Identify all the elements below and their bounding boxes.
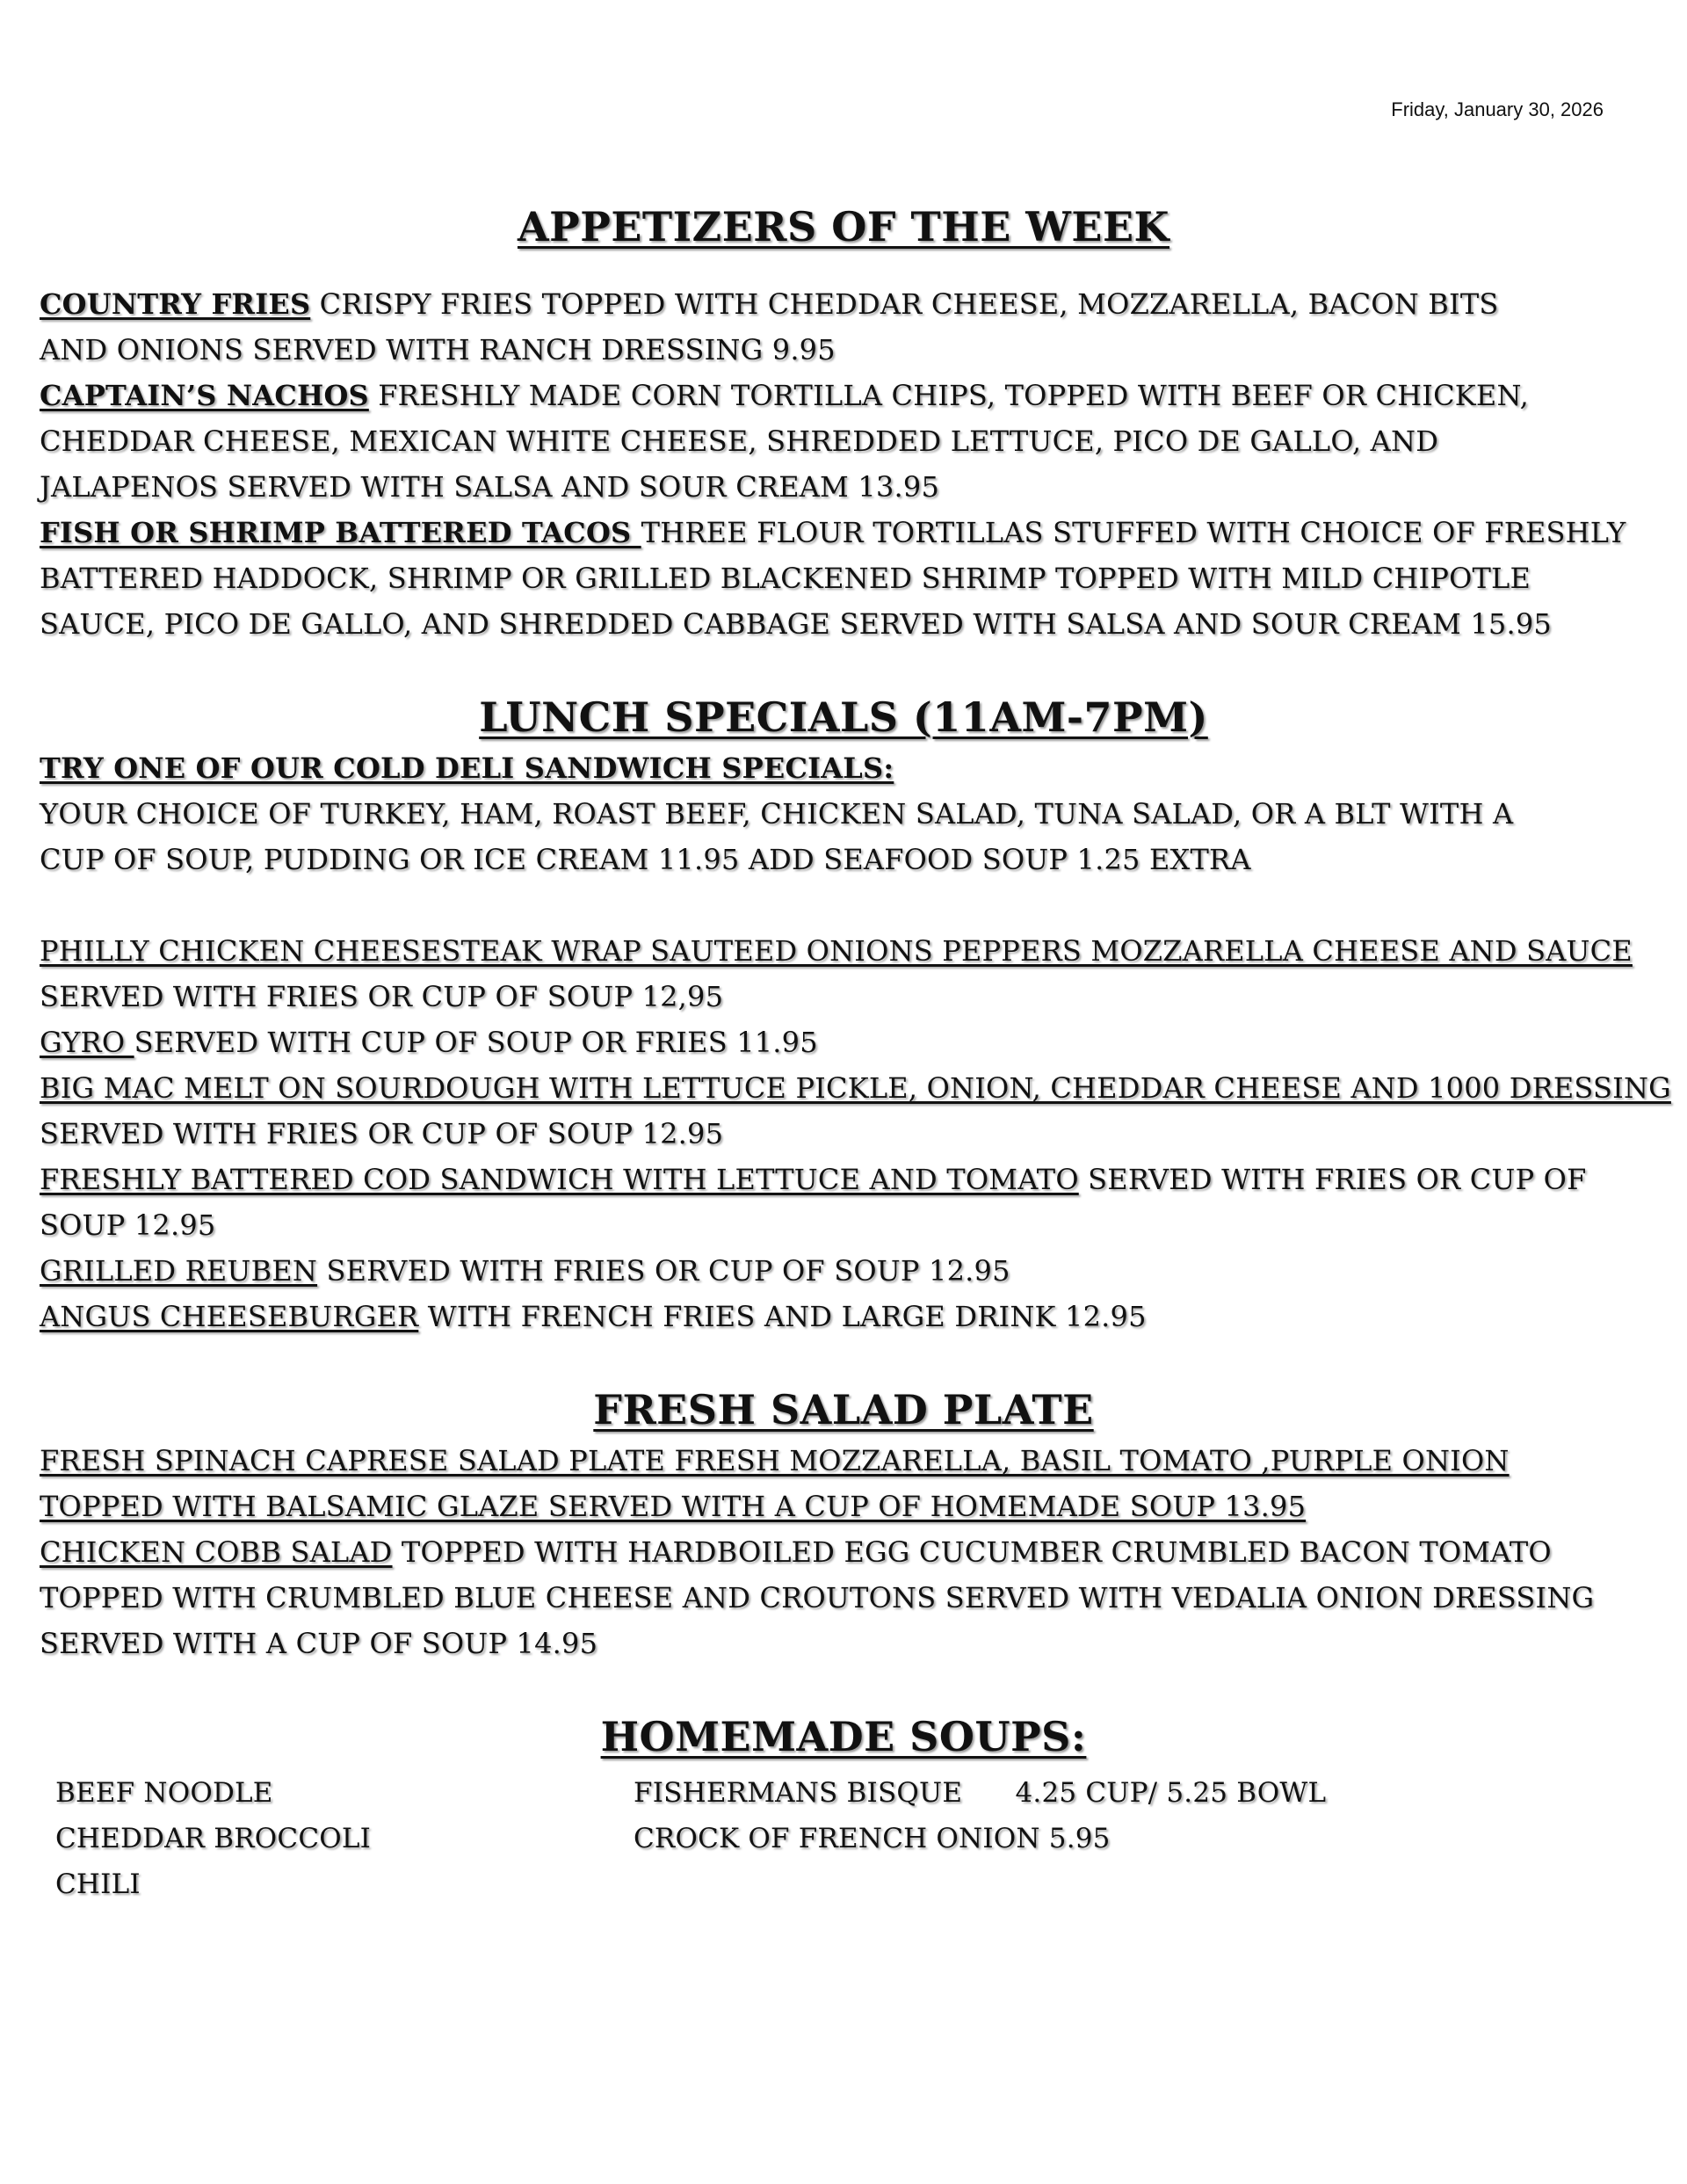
- salad-line: [40, 1529, 1647, 1575]
- salad-line: SERVED WITH A CUP OF SOUP 14.95: [40, 1627, 598, 1660]
- item-name: PHILLY CHICKEN CHEESESTEAK WRAP SAUTEED ONIONS PEPPERS MOZZARELLA CHEESE AND SAUCE: [40, 934, 1633, 968]
- appetizer-line: AND ONIONS SERVED WITH RANCH DRESSING 9.95: [40, 333, 836, 366]
- soup-item: BEEF NOODLE: [55, 1777, 273, 1809]
- page-date: Friday, January 30, 2026: [1391, 98, 1604, 120]
- soups-heading: HOMEMADE SOUPS:: [600, 1713, 1087, 1760]
- item-name: GRILLED REUBEN: [40, 1254, 318, 1288]
- item-name: COUNTRY FRIES: [40, 287, 311, 321]
- appetizer-line: [40, 281, 1647, 327]
- soups-left-column: [55, 1770, 371, 1907]
- lunch-item-line: SERVED WITH FRIES OR CUP OF SOUP 12,95: [40, 980, 724, 1013]
- item-name: FISH OR SHRIMP BATTERED TACOS: [40, 516, 641, 549]
- item-name: FRESHLY BATTERED COD SANDWICH WITH LETTUCE AND TOMATO: [40, 1163, 1079, 1196]
- item-description: WITH FRENCH FRIES AND LARGE DRINK 12.95: [418, 1300, 1147, 1333]
- item-description: TOPPED WITH HARDBOILED EGG CUCUMBER CRUMBLED BACON TOMATO: [392, 1535, 1552, 1569]
- lunch-heading: LUNCH SPECIALS (11AM-7PM): [479, 693, 1208, 741]
- salad-heading: FRESH SALAD PLATE: [593, 1386, 1094, 1433]
- item-name: CHICKEN COBB SALAD: [40, 1535, 393, 1569]
- deli-line: YOUR CHOICE OF TURKEY, HAM, ROAST BEEF, CHICKEN SALAD, TUNA SALAD, OR A BLT WITH A: [40, 797, 1514, 831]
- salad-line: TOPPED WITH BALSAMIC GLAZE SERVED WITH A CUP OF HOMEMADE SOUP 13.95: [40, 1490, 1307, 1523]
- lunch-item-line: SOUP 12.95: [40, 1208, 216, 1242]
- salad-line: TOPPED WITH CRUMBLED BLUE CHEESE AND CROUTONS SERVED WITH VEDALIA ONION DRESSING: [40, 1581, 1595, 1614]
- appetizer-line: BATTERED HADDOCK, SHRIMP OR GRILLED BLACKENED SHRIMP TOPPED WITH MILD CHIPOTLE: [40, 562, 1531, 595]
- lunch-item-line: [40, 1248, 1647, 1294]
- item-description: FRESHLY MADE CORN TORTILLA CHIPS, TOPPED WITH BEEF OR CHICKEN,: [368, 379, 1529, 412]
- soups-right-column: [634, 1770, 1326, 1861]
- lunch-item-line: [40, 1065, 1671, 1111]
- item-description: THREE FLOUR TORTILLAS STUFFED WITH CHOICE OF FRESHLY: [641, 516, 1626, 549]
- lunch-item-line: [40, 1019, 1647, 1065]
- item-name: CAPTAIN’S NACHOS: [40, 379, 369, 412]
- lunch-item-line: SERVED WITH FRIES OR CUP OF SOUP 12.95: [40, 1117, 724, 1150]
- soups-list: [40, 1770, 1647, 1911]
- appetizer-line: CHEDDAR CHEESE, MEXICAN WHITE CHEESE, SHREDDED LETTUCE, PICO DE GALLO, AND: [40, 424, 1439, 458]
- soup-item: FISHERMANS BISQUE 4.25 CUP/ 5.25 BOWL: [634, 1777, 1327, 1809]
- appetizer-line: JALAPENOS SERVED WITH SALSA AND SOUR CREAM 13.95: [40, 470, 940, 504]
- appetizer-line: [40, 373, 1647, 418]
- item-description: SERVED WITH FRIES OR CUP OF: [1078, 1163, 1587, 1196]
- appetizer-line: [40, 510, 1647, 555]
- soup-item: CROCK OF FRENCH ONION 5.95: [634, 1823, 1111, 1854]
- item-name: BIG MAC MELT ON SOURDOUGH WITH LETTUCE PICKLE, ONION, CHEDDAR CHEESE AND 1000 DRESSING: [40, 1071, 1671, 1105]
- item-description: CRISPY FRIES TOPPED WITH CHEDDAR CHEESE, MOZZARELLA, BACON BITS: [310, 287, 1499, 321]
- item-description: SERVED WITH FRIES OR CUP OF SOUP 12.95: [317, 1254, 1010, 1288]
- soup-item: CHEDDAR BROCCOLI: [55, 1823, 372, 1854]
- item-description: SERVED WITH CUP OF SOUP OR FRIES 11.95: [134, 1026, 818, 1059]
- lunch-item-line: [40, 1294, 1647, 1339]
- item-name: GYRO: [40, 1026, 134, 1059]
- lunch-item-line: [40, 1157, 1647, 1202]
- appetizers-heading: APPETIZERS OF THE WEEK: [517, 203, 1170, 250]
- salad-line: FRESH SPINACH CAPRESE SALAD PLATE FRESH MOZZARELLA, BASIL TOMATO ,PURPLE ONION: [40, 1444, 1510, 1477]
- lunch-item-line: [40, 928, 1647, 974]
- soup-item: CHILI: [55, 1868, 141, 1900]
- item-name: ANGUS CHEESEBURGER: [40, 1300, 419, 1333]
- lunch-subheading: TRY ONE OF OUR COLD DELI SANDWICH SPECIALS:: [40, 751, 894, 785]
- appetizer-line: SAUCE, PICO DE GALLO, AND SHREDDED CABBAGE SERVED WITH SALSA AND SOUR CREAM 15.95: [40, 607, 1552, 641]
- deli-line: CUP OF SOUP, PUDDING OR ICE CREAM 11.95 ADD SEAFOOD SOUP 1.25 EXTRA: [40, 843, 1251, 876]
- menu-content: [40, 199, 1671, 1911]
